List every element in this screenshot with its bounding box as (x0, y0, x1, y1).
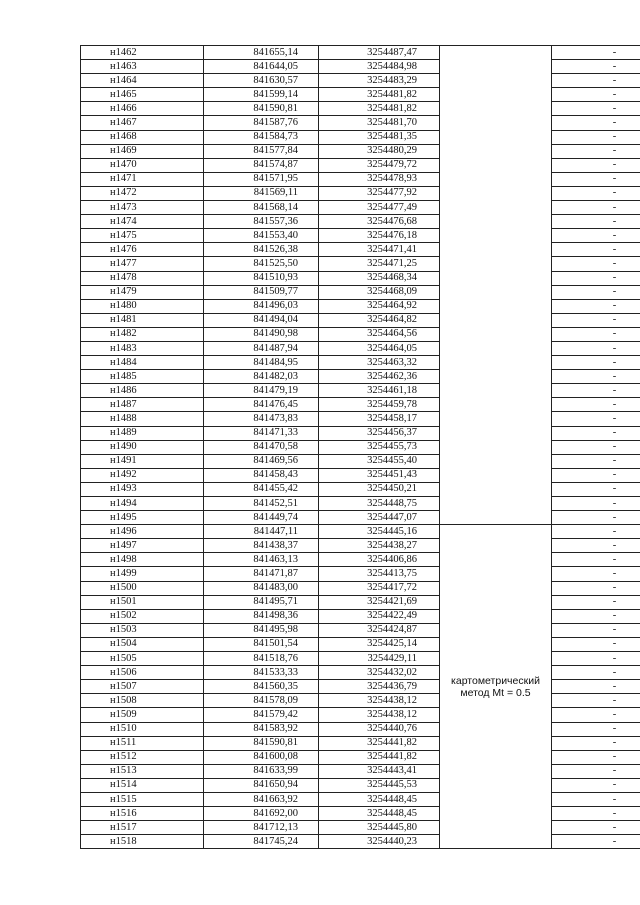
x-coordinate-cell: 841583,92 (204, 722, 319, 736)
y-coordinate-cell: 3254464,92 (319, 299, 440, 313)
mark-cell: - (552, 750, 640, 764)
mark-cell: - (552, 299, 640, 313)
point-id-cell: н1463 (81, 60, 204, 74)
mark-cell: - (552, 271, 640, 285)
table-row (81, 666, 640, 680)
point-id-cell: н1501 (81, 595, 204, 609)
table-row (81, 511, 640, 525)
x-coordinate-cell: 841574,87 (204, 158, 319, 172)
coordinates-table-body (81, 46, 640, 849)
point-id-cell: н1490 (81, 440, 204, 454)
table-row (81, 158, 640, 172)
point-id-cell: н1462 (81, 46, 204, 60)
table-row (81, 708, 640, 722)
mark-cell: - (552, 764, 640, 778)
point-id-cell: н1498 (81, 553, 204, 567)
coordinates-table (80, 45, 640, 849)
table-row (81, 778, 640, 792)
y-coordinate-cell: 3254478,93 (319, 172, 440, 186)
table-row (81, 130, 640, 144)
table-row (81, 201, 640, 215)
point-id-cell: н1480 (81, 299, 204, 313)
point-id-cell: н1505 (81, 652, 204, 666)
y-coordinate-cell: 3254455,40 (319, 454, 440, 468)
table-row (81, 637, 640, 651)
table-row (81, 609, 640, 623)
mark-cell: - (552, 666, 640, 680)
mark-cell: - (552, 821, 640, 835)
point-id-cell: н1469 (81, 144, 204, 158)
point-id-cell: н1507 (81, 680, 204, 694)
y-coordinate-cell: 3254417,72 (319, 581, 440, 595)
point-id-cell: н1475 (81, 229, 204, 243)
point-id-cell: н1497 (81, 539, 204, 553)
table-row (81, 341, 640, 355)
y-coordinate-cell: 3254406,86 (319, 553, 440, 567)
point-id-cell: н1515 (81, 792, 204, 806)
point-id-cell: н1485 (81, 370, 204, 384)
mark-cell: - (552, 440, 640, 454)
mark-cell: - (552, 454, 640, 468)
table-row (81, 680, 640, 694)
table-row (81, 440, 640, 454)
y-coordinate-cell: 3254451,43 (319, 468, 440, 482)
point-id-cell: н1511 (81, 736, 204, 750)
y-coordinate-cell: 3254479,72 (319, 158, 440, 172)
y-coordinate-cell: 3254441,82 (319, 736, 440, 750)
point-id-cell: н1488 (81, 412, 204, 426)
y-coordinate-cell: 3254477,49 (319, 201, 440, 215)
table-row (81, 412, 640, 426)
y-coordinate-cell: 3254459,78 (319, 398, 440, 412)
mark-cell: - (552, 88, 640, 102)
table-row (81, 313, 640, 327)
mark-cell: - (552, 60, 640, 74)
point-id-cell: н1508 (81, 694, 204, 708)
y-coordinate-cell: 3254463,32 (319, 356, 440, 370)
table-row (81, 102, 640, 116)
table-row (81, 74, 640, 88)
y-coordinate-cell: 3254477,92 (319, 186, 440, 200)
x-coordinate-cell: 841526,38 (204, 243, 319, 257)
point-id-cell: н1500 (81, 581, 204, 595)
mark-cell: - (552, 341, 640, 355)
y-coordinate-cell: 3254429,11 (319, 652, 440, 666)
mark-cell: - (552, 736, 640, 750)
mark-cell: - (552, 398, 640, 412)
y-coordinate-cell: 3254432,02 (319, 666, 440, 680)
mark-cell: - (552, 116, 640, 130)
point-id-cell: н1468 (81, 130, 204, 144)
mark-cell: - (552, 243, 640, 257)
x-coordinate-cell: 841599,14 (204, 88, 319, 102)
mark-cell: - (552, 792, 640, 806)
point-id-cell: н1474 (81, 215, 204, 229)
y-coordinate-cell: 3254445,16 (319, 525, 440, 539)
mark-cell: - (552, 172, 640, 186)
x-coordinate-cell: 841533,33 (204, 666, 319, 680)
table-row (81, 229, 640, 243)
x-coordinate-cell: 841484,95 (204, 356, 319, 370)
x-coordinate-cell: 841712,13 (204, 821, 319, 835)
y-coordinate-cell: 3254468,34 (319, 271, 440, 285)
mark-cell: - (552, 102, 640, 116)
x-coordinate-cell: 841600,08 (204, 750, 319, 764)
mark-cell: - (552, 609, 640, 623)
table-row (81, 186, 640, 200)
table-row (81, 736, 640, 750)
table-row (81, 821, 640, 835)
x-coordinate-cell: 841577,84 (204, 144, 319, 158)
mark-cell: - (552, 327, 640, 341)
table-row (81, 581, 640, 595)
x-coordinate-cell: 841510,93 (204, 271, 319, 285)
x-coordinate-cell: 841663,92 (204, 792, 319, 806)
point-id-cell: н1506 (81, 666, 204, 680)
y-coordinate-cell: 3254424,87 (319, 623, 440, 637)
mark-cell: - (552, 158, 640, 172)
y-coordinate-cell: 3254450,21 (319, 482, 440, 496)
x-coordinate-cell: 841501,54 (204, 637, 319, 651)
table-row (81, 384, 640, 398)
table-row (81, 60, 640, 74)
table-row (81, 215, 640, 229)
point-id-cell: н1514 (81, 778, 204, 792)
x-coordinate-cell: 841447,11 (204, 525, 319, 539)
y-coordinate-cell: 3254480,29 (319, 144, 440, 158)
y-coordinate-cell: 3254448,45 (319, 807, 440, 821)
x-coordinate-cell: 841463,13 (204, 553, 319, 567)
x-coordinate-cell: 841692,00 (204, 807, 319, 821)
x-coordinate-cell: 841498,36 (204, 609, 319, 623)
y-coordinate-cell: 3254483,29 (319, 74, 440, 88)
x-coordinate-cell: 841650,94 (204, 778, 319, 792)
y-coordinate-cell: 3254413,75 (319, 567, 440, 581)
y-coordinate-cell: 3254438,12 (319, 694, 440, 708)
x-coordinate-cell: 841553,40 (204, 229, 319, 243)
y-coordinate-cell: 3254476,18 (319, 229, 440, 243)
x-coordinate-cell: 841644,05 (204, 60, 319, 74)
point-id-cell: н1476 (81, 243, 204, 257)
mark-cell: - (552, 807, 640, 821)
mark-cell: - (552, 694, 640, 708)
table-row (81, 652, 640, 666)
y-coordinate-cell: 3254440,23 (319, 835, 440, 849)
y-coordinate-cell: 3254464,05 (319, 341, 440, 355)
point-id-cell: н1493 (81, 482, 204, 496)
point-id-cell: н1473 (81, 201, 204, 215)
mark-cell: - (552, 497, 640, 511)
point-id-cell: н1481 (81, 313, 204, 327)
y-coordinate-cell: 3254464,82 (319, 313, 440, 327)
x-coordinate-cell: 841490,98 (204, 327, 319, 341)
mark-cell: - (552, 623, 640, 637)
table-row (81, 172, 640, 186)
y-coordinate-cell: 3254484,98 (319, 60, 440, 74)
x-coordinate-cell: 841487,94 (204, 341, 319, 355)
point-id-cell: н1489 (81, 426, 204, 440)
mark-cell: - (552, 201, 640, 215)
table-row (81, 539, 640, 553)
x-coordinate-cell: 841655,14 (204, 46, 319, 60)
mark-cell: - (552, 46, 640, 60)
point-id-cell: н1479 (81, 285, 204, 299)
point-id-cell: н1502 (81, 609, 204, 623)
point-id-cell: н1465 (81, 88, 204, 102)
y-coordinate-cell: 3254487,47 (319, 46, 440, 60)
table-row (81, 694, 640, 708)
y-coordinate-cell: 3254464,56 (319, 327, 440, 341)
table-row (81, 482, 640, 496)
mark-cell: - (552, 412, 640, 426)
mark-cell: - (552, 595, 640, 609)
table-row (81, 271, 640, 285)
y-coordinate-cell: 3254476,68 (319, 215, 440, 229)
point-id-cell: н1482 (81, 327, 204, 341)
mark-cell: - (552, 680, 640, 694)
x-coordinate-cell: 841590,81 (204, 102, 319, 116)
point-id-cell: н1512 (81, 750, 204, 764)
mark-cell: - (552, 525, 640, 539)
table-row (81, 835, 640, 849)
x-coordinate-cell: 841455,42 (204, 482, 319, 496)
x-coordinate-cell: 841494,04 (204, 313, 319, 327)
y-coordinate-cell: 3254481,82 (319, 88, 440, 102)
method-label-line2: метод Mt = 0.5 (460, 686, 531, 699)
x-coordinate-cell: 841471,87 (204, 567, 319, 581)
point-id-cell: н1467 (81, 116, 204, 130)
point-id-cell: н1517 (81, 821, 204, 835)
x-coordinate-cell: 841745,24 (204, 835, 319, 849)
x-coordinate-cell: 841579,42 (204, 708, 319, 722)
table-row (81, 750, 640, 764)
mark-cell: - (552, 257, 640, 271)
point-id-cell: н1495 (81, 511, 204, 525)
mark-cell: - (552, 384, 640, 398)
y-coordinate-cell: 3254438,12 (319, 708, 440, 722)
mark-cell: - (552, 215, 640, 229)
y-coordinate-cell: 3254443,41 (319, 764, 440, 778)
table-row (81, 623, 640, 637)
point-id-cell: н1516 (81, 807, 204, 821)
table-row (81, 356, 640, 370)
mark-cell: - (552, 511, 640, 525)
x-coordinate-cell: 841469,56 (204, 454, 319, 468)
method-cell-empty (440, 46, 552, 525)
x-coordinate-cell: 841571,95 (204, 172, 319, 186)
mark-cell: - (552, 835, 640, 849)
x-coordinate-cell: 841458,43 (204, 468, 319, 482)
table-row (81, 764, 640, 778)
point-id-cell: н1496 (81, 525, 204, 539)
table-row (81, 553, 640, 567)
table-row (81, 525, 640, 539)
table-row (81, 595, 640, 609)
y-coordinate-cell: 3254440,76 (319, 722, 440, 736)
y-coordinate-cell: 3254468,09 (319, 285, 440, 299)
mark-cell: - (552, 313, 640, 327)
table-row (81, 722, 640, 736)
y-coordinate-cell: 3254471,25 (319, 257, 440, 271)
y-coordinate-cell: 3254421,69 (319, 595, 440, 609)
x-coordinate-cell: 841495,71 (204, 595, 319, 609)
table-row (81, 327, 640, 341)
point-id-cell: н1509 (81, 708, 204, 722)
x-coordinate-cell: 841630,57 (204, 74, 319, 88)
table-row (81, 398, 640, 412)
point-id-cell: н1491 (81, 454, 204, 468)
point-id-cell: н1483 (81, 341, 204, 355)
mark-cell: - (552, 708, 640, 722)
mark-cell: - (552, 778, 640, 792)
y-coordinate-cell: 3254441,82 (319, 750, 440, 764)
mark-cell: - (552, 426, 640, 440)
table-row (81, 144, 640, 158)
x-coordinate-cell: 841449,74 (204, 511, 319, 525)
mark-cell: - (552, 356, 640, 370)
mark-cell: - (552, 652, 640, 666)
y-coordinate-cell: 3254481,82 (319, 102, 440, 116)
method-cell (440, 525, 552, 849)
point-id-cell: н1478 (81, 271, 204, 285)
x-coordinate-cell: 841473,83 (204, 412, 319, 426)
x-coordinate-cell: 841590,81 (204, 736, 319, 750)
x-coordinate-cell: 841495,98 (204, 623, 319, 637)
point-id-cell: н1494 (81, 497, 204, 511)
table-row (81, 792, 640, 806)
mark-cell: - (552, 722, 640, 736)
x-coordinate-cell: 841482,03 (204, 370, 319, 384)
y-coordinate-cell: 3254481,70 (319, 116, 440, 130)
point-id-cell: н1472 (81, 186, 204, 200)
y-coordinate-cell: 3254425,14 (319, 637, 440, 651)
mark-cell: - (552, 637, 640, 651)
y-coordinate-cell: 3254455,73 (319, 440, 440, 454)
x-coordinate-cell: 841557,36 (204, 215, 319, 229)
x-coordinate-cell: 841560,35 (204, 680, 319, 694)
point-id-cell: н1518 (81, 835, 204, 849)
x-coordinate-cell: 841438,37 (204, 539, 319, 553)
point-id-cell: н1466 (81, 102, 204, 116)
table-row (81, 285, 640, 299)
point-id-cell: н1486 (81, 384, 204, 398)
point-id-cell: н1484 (81, 356, 204, 370)
mark-cell: - (552, 370, 640, 384)
mark-cell: - (552, 130, 640, 144)
y-coordinate-cell: 3254438,27 (319, 539, 440, 553)
x-coordinate-cell: 841509,77 (204, 285, 319, 299)
x-coordinate-cell: 841496,03 (204, 299, 319, 313)
point-id-cell: н1513 (81, 764, 204, 778)
x-coordinate-cell: 841470,58 (204, 440, 319, 454)
x-coordinate-cell: 841476,45 (204, 398, 319, 412)
mark-cell: - (552, 229, 640, 243)
mark-cell: - (552, 285, 640, 299)
y-coordinate-cell: 3254458,17 (319, 412, 440, 426)
table-row (81, 46, 640, 60)
point-id-cell: н1499 (81, 567, 204, 581)
y-coordinate-cell: 3254471,41 (319, 243, 440, 257)
x-coordinate-cell: 841569,11 (204, 186, 319, 200)
point-id-cell: н1464 (81, 74, 204, 88)
table-row (81, 116, 640, 130)
x-coordinate-cell: 841518,76 (204, 652, 319, 666)
y-coordinate-cell: 3254448,45 (319, 792, 440, 806)
mark-cell: - (552, 567, 640, 581)
mark-cell: - (552, 74, 640, 88)
y-coordinate-cell: 3254481,35 (319, 130, 440, 144)
table-row (81, 497, 640, 511)
point-id-cell: н1492 (81, 468, 204, 482)
table-row (81, 468, 640, 482)
x-coordinate-cell: 841479,19 (204, 384, 319, 398)
point-id-cell: н1477 (81, 257, 204, 271)
point-id-cell: н1503 (81, 623, 204, 637)
x-coordinate-cell: 841578,09 (204, 694, 319, 708)
table-row (81, 454, 640, 468)
y-coordinate-cell: 3254422,49 (319, 609, 440, 623)
point-id-cell: н1504 (81, 637, 204, 651)
y-coordinate-cell: 3254462,36 (319, 370, 440, 384)
point-id-cell: н1487 (81, 398, 204, 412)
mark-cell: - (552, 144, 640, 158)
table-row (81, 299, 640, 313)
mark-cell: - (552, 581, 640, 595)
table-row (81, 243, 640, 257)
method-label-line1: картометрический (451, 674, 540, 687)
x-coordinate-cell: 841452,51 (204, 497, 319, 511)
table-row (81, 567, 640, 581)
y-coordinate-cell: 3254447,07 (319, 511, 440, 525)
y-coordinate-cell: 3254445,80 (319, 821, 440, 835)
mark-cell: - (552, 186, 640, 200)
table-row (81, 370, 640, 384)
mark-cell: - (552, 482, 640, 496)
x-coordinate-cell: 841525,50 (204, 257, 319, 271)
x-coordinate-cell: 841587,76 (204, 116, 319, 130)
y-coordinate-cell: 3254436,79 (319, 680, 440, 694)
y-coordinate-cell: 3254445,53 (319, 778, 440, 792)
point-id-cell: н1471 (81, 172, 204, 186)
table-row (81, 88, 640, 102)
mark-cell: - (552, 539, 640, 553)
table-row (81, 257, 640, 271)
x-coordinate-cell: 841568,14 (204, 201, 319, 215)
y-coordinate-cell: 3254461,18 (319, 384, 440, 398)
mark-cell: - (552, 553, 640, 567)
x-coordinate-cell: 841483,00 (204, 581, 319, 595)
point-id-cell: н1470 (81, 158, 204, 172)
mark-cell: - (552, 468, 640, 482)
y-coordinate-cell: 3254448,75 (319, 497, 440, 511)
point-id-cell: н1510 (81, 722, 204, 736)
x-coordinate-cell: 841584,73 (204, 130, 319, 144)
x-coordinate-cell: 841471,33 (204, 426, 319, 440)
table-row (81, 426, 640, 440)
table-row (81, 807, 640, 821)
y-coordinate-cell: 3254456,37 (319, 426, 440, 440)
x-coordinate-cell: 841633,99 (204, 764, 319, 778)
